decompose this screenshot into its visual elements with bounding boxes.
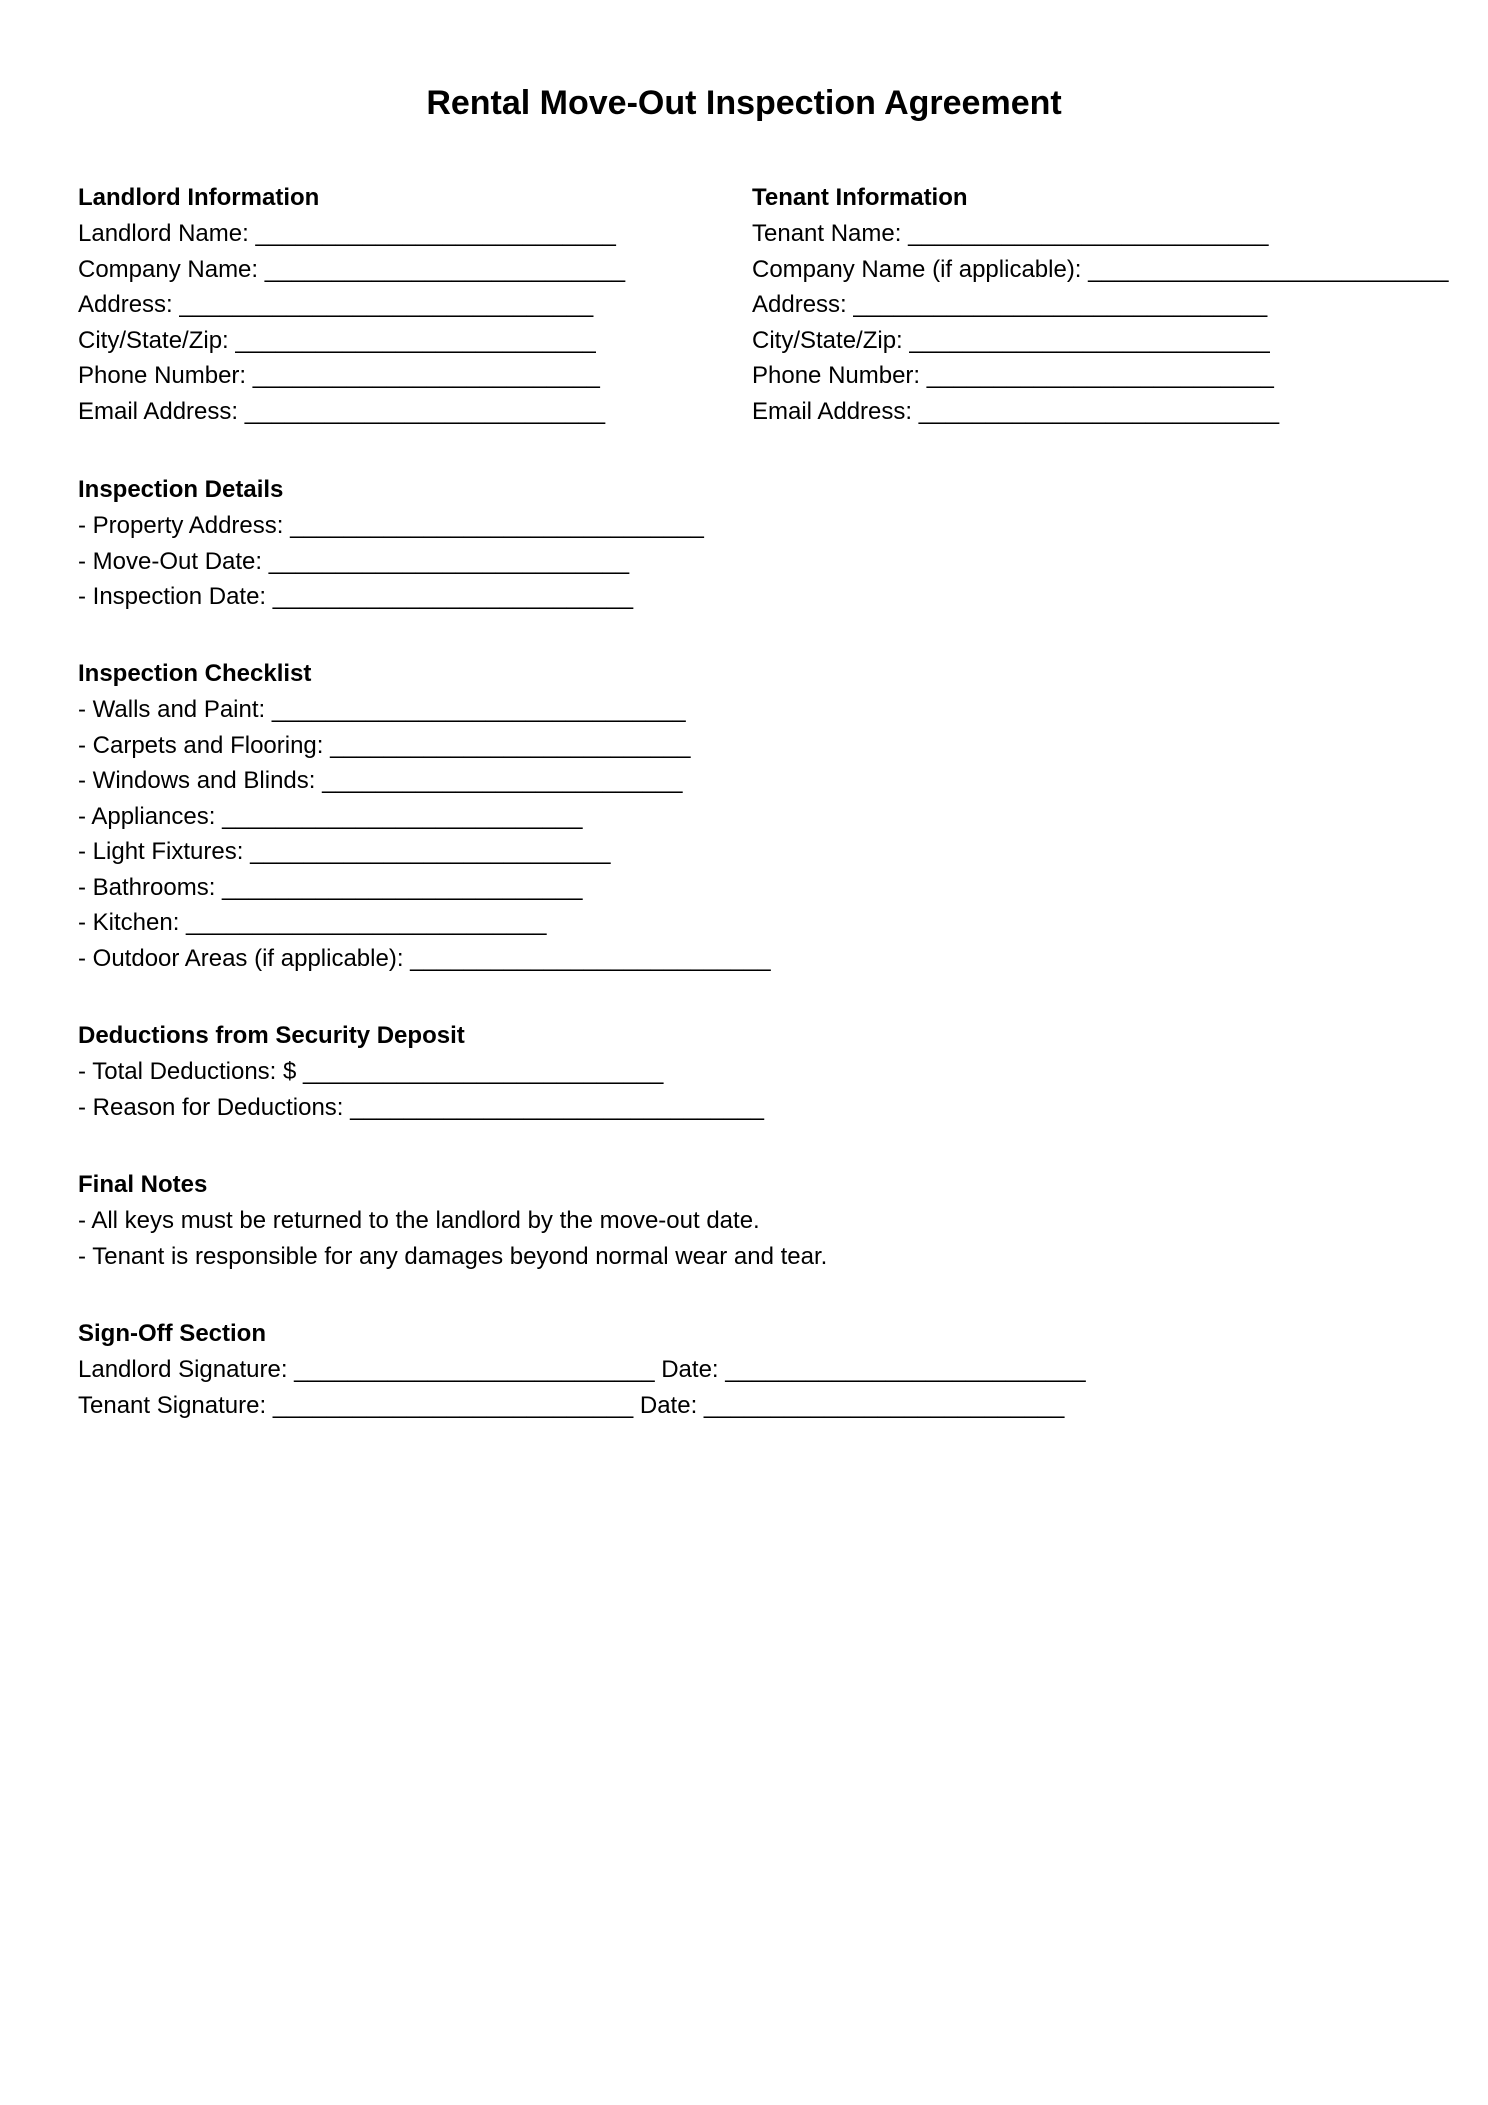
field-blank[interactable]: __________________________: [252, 362, 600, 389]
tenant-email-field[interactable]: [752, 394, 1449, 430]
landlord-section: [78, 180, 625, 429]
signoff-section: [78, 1316, 1086, 1423]
checklist-bathrooms[interactable]: [78, 870, 771, 906]
field-blank[interactable]: ___________________________: [255, 220, 616, 247]
field-label: Address:: [78, 291, 180, 318]
field-blank[interactable]: ___________________________: [235, 326, 596, 354]
field-label: - Walls and Paint:: [78, 696, 272, 723]
field-label: Email Address:: [752, 397, 919, 425]
checklist-walls[interactable]: [78, 692, 771, 728]
field-blank[interactable]: ___________________________: [909, 326, 1270, 354]
field-blank[interactable]: ___________________________: [244, 397, 606, 425]
signature-blank[interactable]: ___________________________: [272, 1391, 634, 1419]
field-blank[interactable]: _______________________________: [350, 1093, 764, 1121]
tenant-signature-row[interactable]: [78, 1388, 1086, 1424]
final-notes-section: [78, 1167, 827, 1274]
field-label: Landlord Name:: [78, 220, 256, 247]
field-blank[interactable]: ___________________________: [303, 1058, 664, 1085]
tenant-city-field[interactable]: [752, 323, 1449, 359]
landlord-phone-field[interactable]: [78, 358, 625, 394]
section-heading: Inspection Checklist: [78, 660, 312, 687]
field-blank[interactable]: ___________________________: [918, 397, 1280, 425]
date-label: Date:: [633, 1391, 704, 1419]
note-line: - All keys must be returned to the landlord by the move-out date.: [78, 1207, 760, 1234]
property-address-field[interactable]: [78, 508, 704, 544]
landlord-signature-row[interactable]: [78, 1352, 1086, 1388]
field-blank[interactable]: __________________________: [926, 362, 1274, 389]
landlord-email-field[interactable]: [78, 394, 625, 430]
field-label: Tenant Signature:: [78, 1391, 273, 1419]
tenant-phone-field[interactable]: [752, 358, 1449, 394]
reason-deductions-field[interactable]: [78, 1090, 764, 1126]
landlord-name-field[interactable]: [78, 216, 625, 252]
field-blank[interactable]: ___________________________: [908, 220, 1269, 247]
landlord-city-field[interactable]: [78, 323, 625, 359]
field-blank[interactable]: ___________________________: [322, 767, 683, 794]
field-blank[interactable]: _______________________________: [271, 696, 686, 723]
field-blank[interactable]: ___________________________: [1088, 255, 1449, 283]
field-blank[interactable]: ___________________________: [264, 255, 626, 283]
tenant-address-field[interactable]: [752, 287, 1449, 323]
checklist-section: [78, 656, 771, 976]
field-label: - Total Deductions: $: [78, 1058, 304, 1085]
field-label: City/State/Zip:: [78, 326, 236, 354]
inspection-date-field[interactable]: [78, 579, 704, 615]
section-heading: Sign-Off Section: [78, 1320, 266, 1347]
note-line: - Tenant is responsible for any damages beyond normal wear and tear.: [78, 1242, 828, 1270]
signature-blank[interactable]: ___________________________: [294, 1356, 655, 1383]
field-label: - Windows and Blinds:: [78, 767, 323, 794]
field-label: - Carpets and Flooring:: [78, 731, 331, 759]
section-heading: Tenant Information: [752, 184, 968, 211]
section-heading: Landlord Information: [78, 184, 320, 211]
tenant-section: [752, 180, 1449, 429]
checklist-outdoor[interactable]: [78, 941, 771, 977]
section-heading: Final Notes: [78, 1171, 208, 1198]
date-label: Date:: [654, 1356, 726, 1383]
field-label: Landlord Signature:: [78, 1356, 295, 1383]
checklist-light-fixtures[interactable]: [78, 834, 771, 870]
field-label: Phone Number:: [752, 362, 927, 389]
field-label: Email Address:: [78, 397, 245, 425]
field-label: - Outdoor Areas (if applicable):: [78, 944, 411, 972]
field-blank[interactable]: ___________________________: [222, 802, 583, 830]
tenant-name-field[interactable]: [752, 216, 1449, 252]
field-blank[interactable]: _______________________________: [179, 291, 594, 318]
field-blank[interactable]: ___________________________: [250, 838, 611, 865]
field-label: Company Name (if applicable):: [752, 255, 1089, 283]
field-label: - Light Fixtures:: [78, 838, 251, 865]
field-blank[interactable]: ___________________________: [330, 731, 691, 759]
field-blank[interactable]: _______________________________: [853, 291, 1268, 318]
field-label: Address:: [752, 291, 854, 318]
field-label: Phone Number:: [78, 362, 253, 389]
total-deductions-field[interactable]: [78, 1054, 764, 1090]
field-blank[interactable]: ___________________________: [222, 873, 583, 901]
inspection-details-section: [78, 472, 704, 615]
field-blank[interactable]: ___________________________: [268, 547, 630, 575]
field-label: - Inspection Date:: [78, 583, 273, 610]
field-label: - Reason for Deductions:: [78, 1093, 351, 1121]
section-heading: Deductions from Security Deposit: [78, 1022, 465, 1049]
section-heading: Inspection Details: [78, 476, 284, 503]
checklist-kitchen[interactable]: [78, 905, 771, 941]
field-blank[interactable]: ___________________________: [272, 583, 634, 610]
date-blank[interactable]: ___________________________: [703, 1391, 1065, 1419]
field-label: - Appliances:: [78, 802, 223, 830]
field-blank[interactable]: ___________________________: [186, 909, 547, 936]
landlord-company-field[interactable]: [78, 252, 625, 288]
date-blank[interactable]: ___________________________: [725, 1356, 1086, 1383]
landlord-address-field[interactable]: [78, 287, 625, 323]
field-label: - Bathrooms:: [78, 873, 223, 901]
field-blank[interactable]: ___________________________: [410, 944, 771, 972]
checklist-windows[interactable]: [78, 763, 771, 799]
field-label: - Move-Out Date:: [78, 547, 269, 575]
move-out-date-field[interactable]: [78, 544, 704, 580]
tenant-company-field[interactable]: [752, 252, 1449, 288]
checklist-appliances[interactable]: [78, 799, 771, 835]
field-label: - Kitchen:: [78, 909, 187, 936]
deductions-section: [78, 1018, 764, 1125]
field-label: City/State/Zip:: [752, 326, 910, 354]
field-label: Tenant Name:: [752, 220, 909, 247]
field-label: - Property Address:: [78, 512, 291, 539]
field-blank[interactable]: _______________________________: [290, 512, 704, 539]
document-title: Rental Move-Out Inspection Agreement: [426, 84, 1062, 122]
field-label: Company Name:: [78, 255, 265, 283]
checklist-carpets[interactable]: [78, 728, 771, 764]
